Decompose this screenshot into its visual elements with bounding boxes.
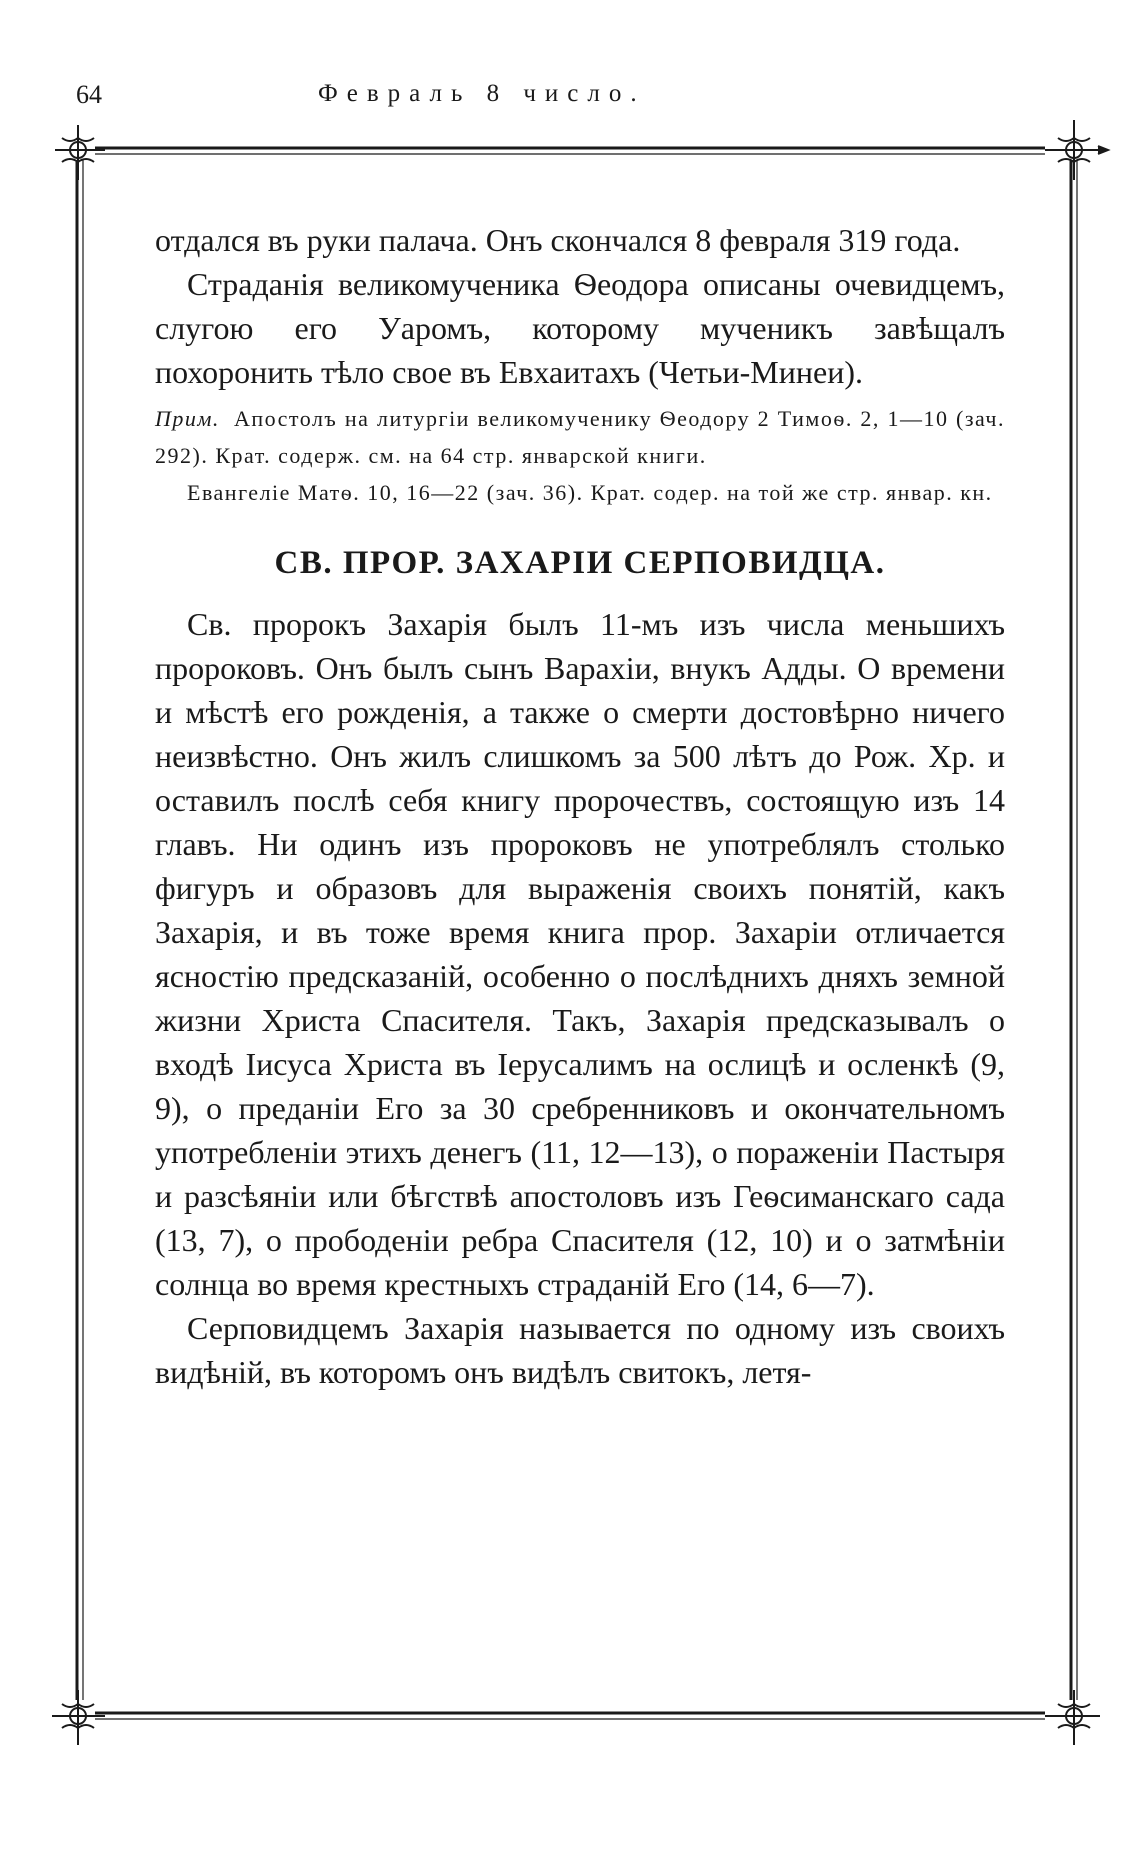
corner-ornament-top-left	[55, 125, 105, 180]
page-content	[155, 218, 1005, 1658]
note-block	[155, 400, 1005, 511]
corner-ornament-bottom-left	[52, 1690, 105, 1745]
paragraph-sufferings: Страданія великомученика Ѳеодора описаны очевидцемъ, слугою его Уаромъ, которому мученикъ завѣщалъ похоронить тѣло свое въ Евхаитахъ (Четьи-Минеи).	[155, 266, 1005, 390]
note-label: Прим.	[155, 406, 220, 431]
paragraph-continuation: отдался въ руки палача. Онъ скончался 8 февраля 319 года.	[155, 222, 961, 258]
note-apostle-text: Апостолъ на литургіи великомученику Ѳеодору 2 Тимоѳ. 2, 1—10 (зач. 292). Крат. содерж. см. на 64 стр. январской книги.	[155, 406, 1005, 468]
running-title: Февраль 8 число.	[318, 80, 646, 107]
corner-ornament-bottom-right	[1045, 1690, 1100, 1745]
page-header	[0, 80, 1140, 114]
page-number: 64	[76, 80, 102, 109]
note-apostle	[155, 400, 1005, 474]
corner-ornament-top-right	[1045, 120, 1108, 180]
paragraph-sickle-seer: Серповидцемъ Захарія называется по одному изъ своихъ видѣній, въ которомъ онъ видѣлъ свитокъ, летя-	[155, 1310, 1005, 1390]
section-heading: СВ. ПРОР. ЗАХАРІИ СЕРПОВИДЦА.	[274, 545, 886, 581]
note-gospel: Евангеліе Матѳ. 10, 16—22 (зач. 36). Крат. содер. на той же стр. январ. кн.	[187, 480, 993, 505]
paragraph-zechariah: Св. пророкъ Захарія былъ 11-мъ изъ числа меньшихъ пророковъ. Онъ былъ сынъ Варахіи, внукъ Адды. О времени и мѣстѣ его рожденія, а также о смерти достовѣрно ничего неизвѣстно. Онъ жилъ слишкомъ за 500 лѣтъ до Рож. Хр. и оставилъ послѣ себя книгу пророчествъ, состоящую изъ 14 главъ. Ни одинъ изъ пророковъ не употреблялъ столько фигуръ и образовъ для выраженія своихъ понятій, какъ Захарія, и въ тоже время книга прор. Захаріи отличается ясностію предсказаній, особенно о послѣднихъ дняхъ земной жизни Христа Спасителя. Такъ, Захарія предсказывалъ о входѣ Іисуса Христа въ Іерусалимъ на ослицѣ и осленкѣ (9, 9), о преданіи Его за 30 сребренниковъ и окончательномъ употребленіи этихъ денегъ (11, 12—13), о пораженіи Пастыря и разсѣяніи или бѣгствѣ апостоловъ изъ Геѳсиманскаго сада (13, 7), о прободеніи ребра Спасителя (12, 10) и о затмѣніи солнца во время крестныхъ страданій Его (14, 6—7).	[155, 606, 1005, 1302]
